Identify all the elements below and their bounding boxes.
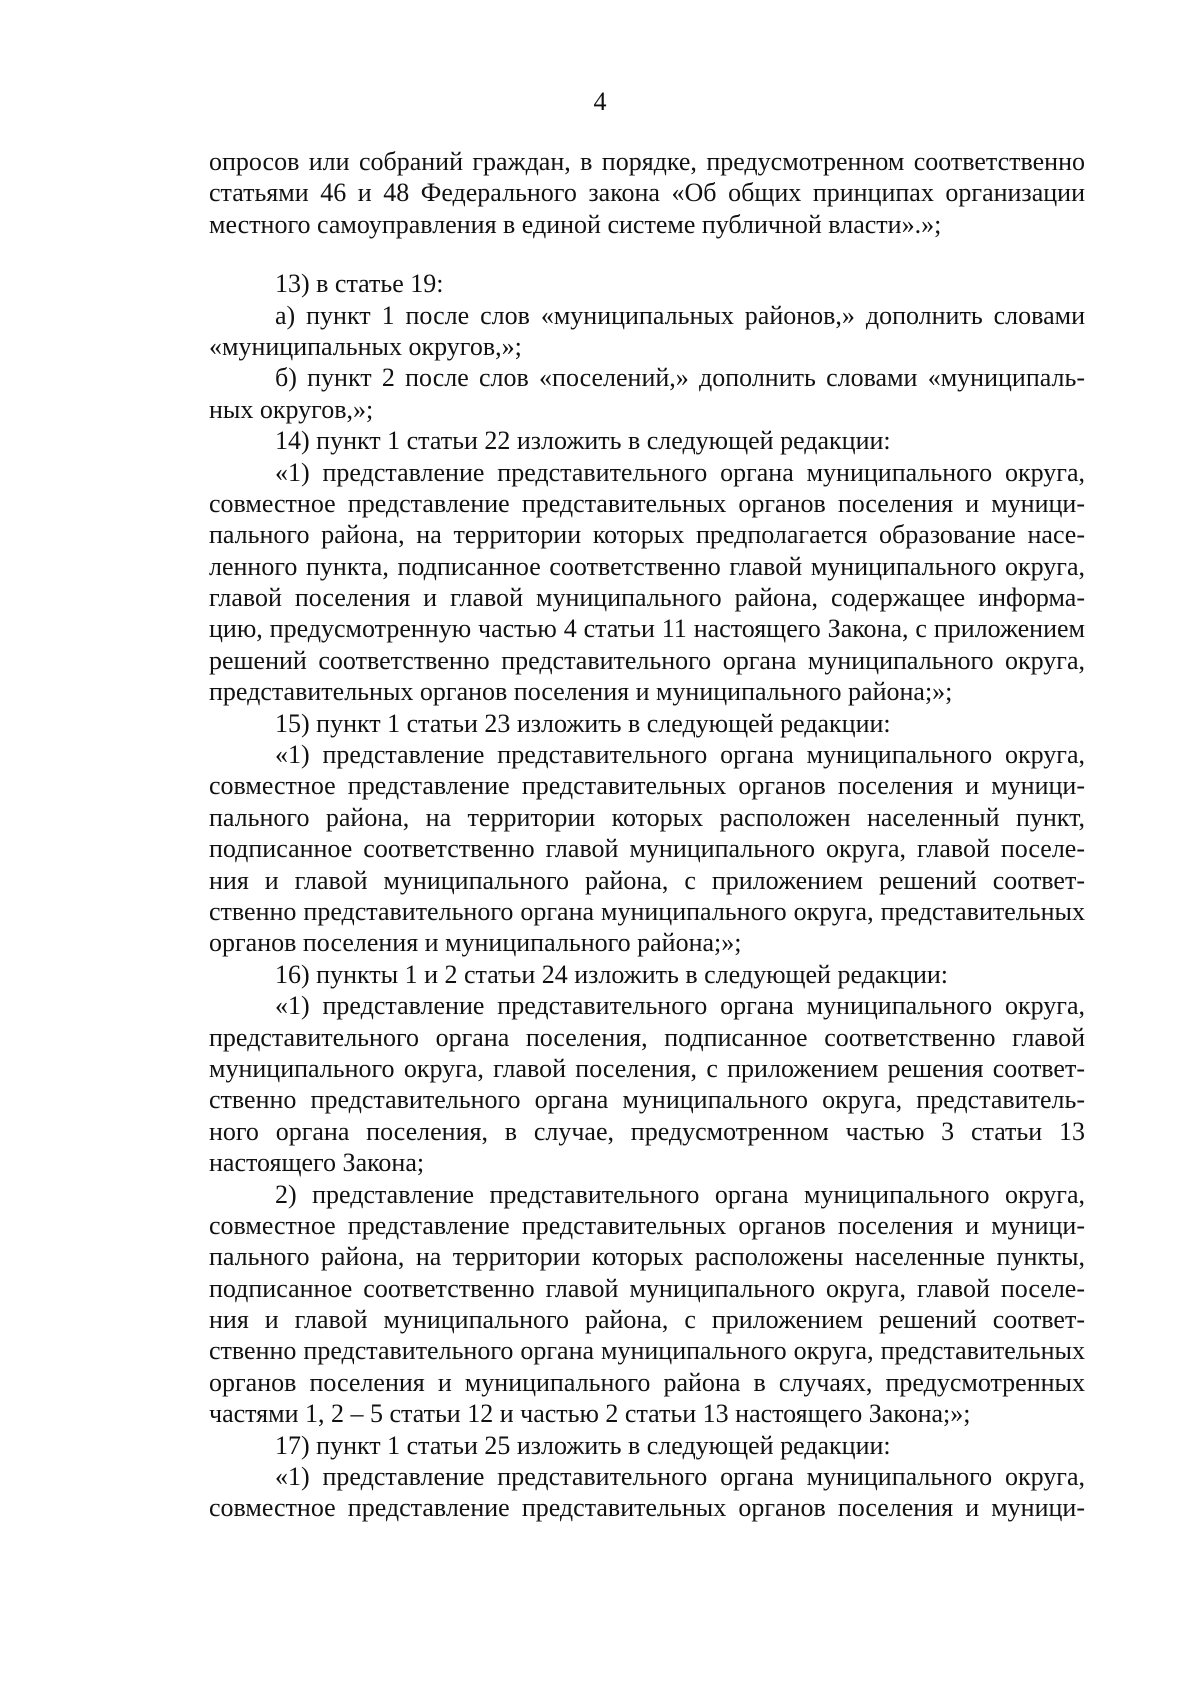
text-line: ственно представительного органа муниципального округа, представитель-	[209, 1085, 1085, 1115]
document-body	[143, 146, 1085, 1524]
text-line: совместное представление представительных органов поселения и муници-	[209, 1210, 1085, 1240]
paragraph	[143, 362, 1085, 425]
paragraph	[143, 708, 1085, 739]
paragraph	[143, 959, 1085, 990]
text-line: пального района, на территории которых расположены населенные пункты,	[209, 1242, 1085, 1272]
text-line: 16) пункты 1 и 2 статьи 24 изложить в следующей редакции:	[275, 959, 949, 989]
paragraph	[143, 739, 1085, 959]
text-line: статьями 46 и 48 Федерального закона «Об общих принципах организации	[209, 178, 1085, 208]
text-line: ленного пункта, подписанное соответственно главой муниципального округа,	[209, 551, 1085, 581]
text-line: 2) представление представительного органа муниципального округа,	[275, 1179, 1085, 1209]
text-line: главой поселения и главой муниципального района, содержащее информа-	[209, 583, 1085, 613]
paragraph	[143, 425, 1085, 456]
paragraph	[143, 457, 1085, 708]
text-line: совместное представление представительных органов поселения и муници-	[209, 1493, 1085, 1523]
text-line: 13) в статье 19:	[275, 269, 444, 299]
text-line: подписанное соответственно главой муниципального округа, главой поселе-	[209, 834, 1085, 864]
text-line: ния и главой муниципального района, с приложением решений соответ-	[209, 865, 1085, 895]
text-line: органов поселения и муниципального района в случаях, предусмотренных	[209, 1367, 1085, 1397]
text-line: пального района, на территории которых расположен населенный пункт,	[209, 802, 1085, 832]
text-line: ния и главой муниципального района, с приложением решений соответ-	[209, 1305, 1085, 1335]
paragraph	[143, 990, 1085, 1178]
paragraph	[143, 1179, 1085, 1430]
paragraph	[143, 1430, 1085, 1461]
text-line: муниципального округа, главой поселения, с приложением решения соответ-	[209, 1053, 1085, 1083]
text-line: опросов или собраний граждан, в порядке, предусмотренном соответственно	[209, 147, 1085, 176]
paragraph	[143, 268, 1085, 299]
text-line: представительных органов поселения и муниципального района;»;	[209, 677, 953, 707]
page-number: 4	[593, 87, 607, 116]
text-line: 14) пункт 1 статьи 22 изложить в следующей редакции:	[275, 426, 891, 456]
text-line: пального района, на территории которых предполагается образование насе-	[209, 520, 1085, 550]
text-line: б) пункт 2 после слов «поселений,» дополнить словами «муниципаль-	[275, 363, 1085, 393]
text-line: «1) представление представительного органа муниципального округа,	[275, 991, 1085, 1021]
text-line: ных округов,»;	[209, 394, 374, 424]
paragraph	[143, 300, 1085, 363]
text-line: представительного органа поселения, подписанное соответственно главой	[209, 1022, 1085, 1052]
text-line: цию, предусмотренную частью 4 статьи 11 настоящего Закона, с приложением	[209, 614, 1085, 644]
text-line: а) пункт 1 после слов «муниципальных районов,» дополнить словами	[275, 300, 1085, 330]
text-line: ственно представительного органа муниципального округа, представительных	[209, 1336, 1085, 1366]
text-line: 15) пункт 1 статьи 23 изложить в следующей редакции:	[275, 708, 891, 738]
text-line: ственно представительного органа муниципального округа, представительных	[209, 896, 1085, 926]
text-line: решений соответственно представительного органа муниципального округа,	[209, 645, 1085, 675]
paragraph-gap	[143, 240, 1085, 268]
text-line: частями 1, 2 – 5 статьи 12 и частью 2 статьи 13 настоящего Закона;»;	[209, 1399, 971, 1429]
text-line: «1) представление представительного органа муниципального округа,	[275, 1462, 1085, 1492]
text-line: 17) пункт 1 статьи 25 изложить в следующей редакции:	[275, 1430, 891, 1460]
text-line: совместное представление представительных органов поселения и муници-	[209, 488, 1085, 518]
text-line: «1) представление представительного органа муниципального округа,	[275, 740, 1085, 770]
text-line: ного органа поселения, в случае, предусмотренном частью 3 статьи 13	[209, 1116, 1085, 1146]
text-line: совместное представление представительных органов поселения и муници-	[209, 771, 1085, 801]
text-line: подписанное соответственно главой муниципального округа, главой поселе-	[209, 1273, 1085, 1303]
text-line: местного самоуправления в единой системе публичной власти».»;	[209, 209, 942, 239]
paragraph	[143, 1461, 1085, 1524]
text-line: настоящего Закона;	[209, 1148, 425, 1178]
text-line: органов поселения и муниципального района;»;	[209, 928, 742, 958]
text-line: «муниципальных округов,»;	[209, 331, 522, 361]
paragraph	[143, 146, 1085, 240]
text-line: «1) представление представительного органа муниципального округа,	[275, 457, 1085, 487]
